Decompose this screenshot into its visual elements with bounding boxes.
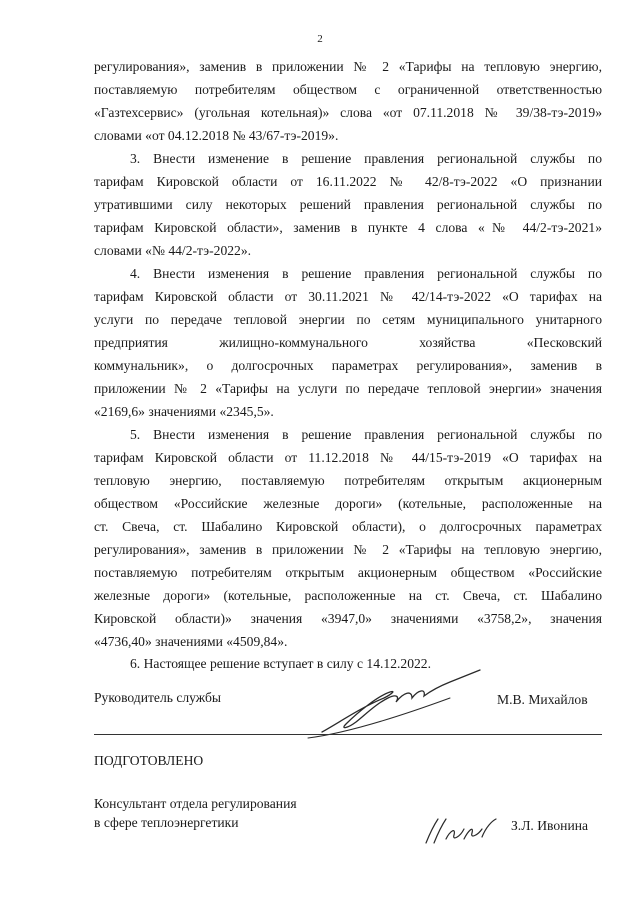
text-line: ст. Свеча, ст. Шабалино Кировской области), о долгосрочных параметрах: [94, 519, 602, 534]
text-line: тепловую энергию, поставляемую потребителям открытым акционерным: [94, 473, 602, 488]
text-line: тарифам Кировской области от 11.12.2018 № 44/15-тэ-2019 «О тарифах на: [94, 450, 602, 465]
text-line: 6. Настоящее решение вступает в силу с 14.12.2022.: [130, 656, 431, 671]
horizontal-rule: [94, 734, 602, 735]
text-line: тарифам Кировской области от 30.11.2021 № 42/14-тэ-2022 «О тарифах на: [94, 289, 602, 304]
preparer-position-line-2: в сфере теплоэнергетики: [94, 815, 239, 830]
text-line: «2169,6» значениями «2345,5».: [94, 404, 274, 419]
text-line: словами «от 04.12.2018 № 43/67-тэ-2019».: [94, 128, 339, 143]
text-line: 4. Внести изменения в решение правления региональной службы по: [130, 266, 602, 281]
handwritten-signature: [300, 668, 490, 740]
text-line: услуги по передаче тепловой энергии по сетям муниципального унитарного: [94, 312, 602, 327]
text-line: тарифам Кировской области», заменив в пункте 4 слова «№ 44/2-тэ-2021»: [94, 220, 602, 235]
text-line: приложении № 2 «Тарифы на услуги по передаче тепловой энергии» значения: [94, 381, 602, 396]
text-line: Кировской области)» значения «3947,0» значениями «3758,2», значения: [94, 611, 602, 626]
text-line: тарифам Кировской области от 16.11.2022 № 42/8-тэ-2022 «О признании: [94, 174, 602, 189]
text-line: регулирования», заменив в приложении № 2 «Тарифы на тепловую энергию,: [94, 542, 602, 557]
text-line: коммунальник», о долгосрочных параметрах регулирования», заменив в: [94, 358, 602, 373]
text-line: словами «№ 44/2-тэ-2022».: [94, 243, 252, 258]
text-line: «4736,40» значениями «4509,84».: [94, 634, 288, 649]
text-line: поставляемую потребителям открытым акционерным обществом «Российские: [94, 565, 602, 580]
text-line: предприятия жилищно-коммунального хозяйства «Песковский: [94, 335, 602, 350]
text-line: поставляемую потребителям обществом с ограниченной ответственностью: [94, 82, 602, 97]
preparer-position-line-1: Консультант отдела регулирования: [94, 796, 297, 811]
signer-name: М.В. Михайлов: [497, 692, 588, 707]
text-line: «Газтехсервис» (угольная котельная)» слова «от 07.11.2018 № 39/38-тэ-2019»: [94, 105, 602, 120]
page-number: 2: [317, 33, 323, 45]
preparer-signature: [420, 815, 502, 847]
text-line: 3. Внести изменение в решение правления региональной службы по: [130, 151, 602, 166]
text-line: регулирования», заменив в приложении № 2 «Тарифы на тепловую энергию,: [94, 59, 602, 74]
prepared-heading: ПОДГОТОВЛЕНО: [94, 753, 204, 768]
text-line: 5. Внести изменения в решение правления региональной службы по: [130, 427, 602, 442]
signature-position: Руководитель службы: [94, 690, 222, 705]
text-line: железные дороги» (котельные, расположенные на ст. Свеча, ст. Шабалино: [94, 588, 602, 603]
text-line: утратившими силу некоторых решений правления региональной службы по: [94, 197, 602, 212]
preparer-name: З.Л. Ивонина: [511, 818, 589, 833]
text-line: обществом «Российские железные дороги» (котельные, расположенные на: [94, 496, 602, 511]
